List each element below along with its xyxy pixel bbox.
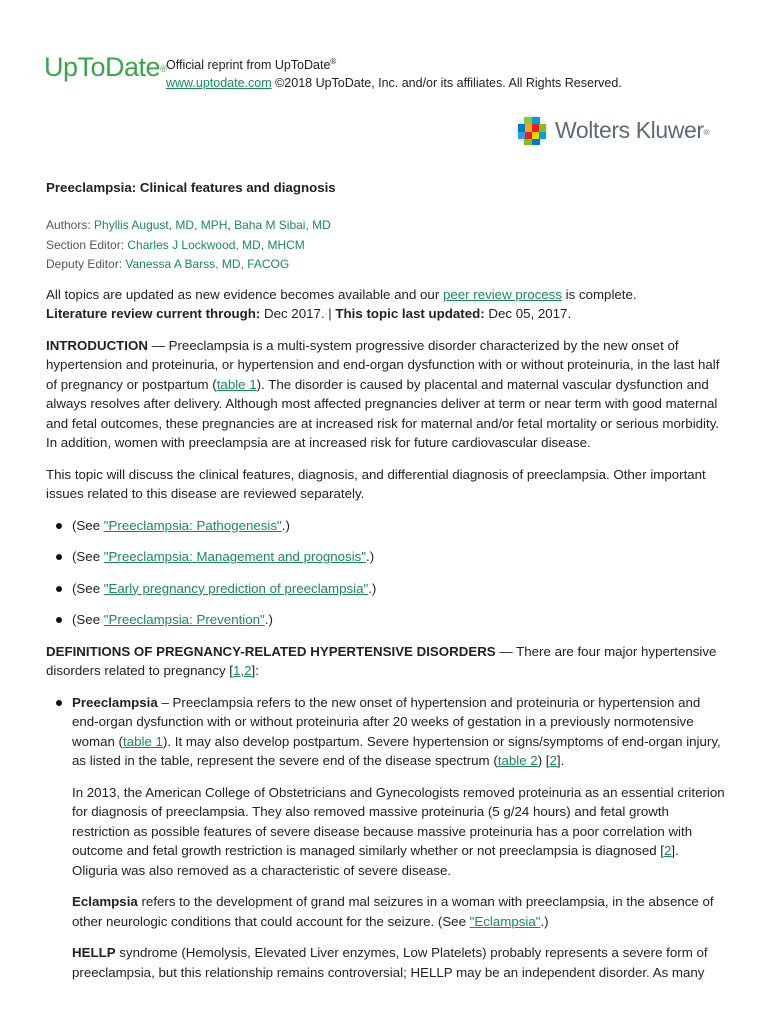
intro-text-cont: ). The disorder is caused by placental and maternal vascular dysfunction and always resolves after delivery. Although most affected pregnancies deliver at term or near term with good maternal and fetal outcomes, these pregnancies are at increased risk for maternal and/or fetal mortality or serious morbidity. In addition, women with preeclampsia are at increased risk for future cardiovascular disease. xyxy=(46,376,720,450)
acog-paragraph xyxy=(46,783,726,881)
see-prefix: (See xyxy=(72,612,104,627)
credit-label: Section Editor: xyxy=(46,237,125,252)
early-prediction-link[interactable]: "Early pregnancy prediction of preeclampsia" xyxy=(103,580,369,596)
eclampsia-term: Eclampsia xyxy=(72,894,138,909)
list-item xyxy=(46,610,726,630)
credit-label: Authors: xyxy=(46,218,91,232)
introduction-paragraph xyxy=(46,336,726,453)
deputy-editor-link[interactable]: Vanessa A Barss, MD, FACOG xyxy=(125,257,290,271)
reprint-registered-mark: ® xyxy=(330,57,337,66)
uptodate-logo xyxy=(44,52,166,82)
publisher-name: Wolters Kluwer xyxy=(555,117,704,144)
logo-registered-mark: ® xyxy=(160,64,167,74)
credit-deputy-editor xyxy=(46,255,726,275)
prevention-link[interactable]: "Preeclampsia: Prevention" xyxy=(103,612,265,627)
update-note xyxy=(46,285,726,324)
definitions-paragraph xyxy=(46,642,726,681)
preeclampsia-text-cont: ). It may also develop postpartum. Severe hypertension or signs/symptoms of end-organ injury, as listed in the table, represent the severe end of the disease spectrum ( xyxy=(72,733,721,768)
eclampsia-paragraph xyxy=(46,892,726,931)
credit-section-editor xyxy=(46,236,726,256)
see-prefix: (See xyxy=(72,517,104,533)
see-also-list xyxy=(46,516,726,630)
see-suffix: .) xyxy=(368,580,377,596)
wolters-kluwer-logo xyxy=(515,114,710,148)
author-link[interactable]: Baha M Sibai, MD xyxy=(234,218,331,232)
last-updated-date: Dec 05, 2017. xyxy=(484,306,572,321)
credit-label: Deputy Editor: xyxy=(46,257,123,271)
author-separator: , xyxy=(227,218,235,232)
see-prefix: (See xyxy=(72,549,104,564)
definitions-text: — There are four major hypertensive disorders related to pregnancy [ xyxy=(46,643,717,678)
pathogenesis-link[interactable]: "Preeclampsia: Pathogenesis" xyxy=(103,517,282,533)
eclampsia-text-end: .) xyxy=(540,913,549,929)
acog-text-end: ]. Oliguria was also removed as a characteristic of severe disease. xyxy=(72,843,679,878)
uptodate-site-link[interactable]: www.uptodate.com xyxy=(166,76,272,91)
reprint-notice xyxy=(166,53,622,92)
hellp-term: HELLP xyxy=(72,945,116,960)
preeclampsia-text: – Preeclampsia refers to the new onset of hypertension and proteinuria or hypertension and end-organ dysfunction with or without proteinuria after 20 weeks of gestation in a previously normotensive woman ( xyxy=(72,694,701,749)
author-link[interactable]: Phyllis August, MD, MPH xyxy=(94,218,228,232)
list-item xyxy=(46,547,726,567)
copyright-text: ©2018 UpToDate, Inc. and/or its affiliates. All Rights Reserved. xyxy=(271,76,622,91)
reference-2-link[interactable]: 2 xyxy=(664,843,672,858)
credit-authors xyxy=(46,216,726,236)
hellp-text: syndrome (Hemolysis, Elevated Liver enzymes, Low Platelets) probably represents a severe form of preeclampsia, but this relationship remains controversial; HELLP may be an independent disorder. As many xyxy=(72,945,708,980)
definitions-list xyxy=(46,693,726,771)
reference-1-2-link[interactable]: 1,2 xyxy=(233,663,252,678)
list-item xyxy=(46,516,726,536)
list-item xyxy=(46,693,726,771)
article-title: Preeclampsia: Clinical features and diagnosis xyxy=(46,180,336,195)
section-editor-link[interactable]: Charles J Lockwood, MD, MHCM xyxy=(127,237,305,252)
peer-review-link[interactable]: peer review process xyxy=(442,286,562,302)
article-credits xyxy=(46,216,726,275)
intro-text: — Preeclampsia is a multi-system progressive disorder characterized by the new onset of hypertension and proteinuria, or hypertension and end-organ dysfunction with or without proteinuria, in the last half of pregnancy or postpartum ( xyxy=(46,337,720,392)
definitions-heading: DEFINITIONS OF PREGNANCY-RELATED HYPERTENSIVE DISORDERS xyxy=(46,643,496,659)
management-prognosis-link[interactable]: "Preeclampsia: Management and prognosis" xyxy=(103,549,367,564)
preeclampsia-term: Preeclampsia xyxy=(72,694,158,710)
update-note-text: All topics are updated as new evidence becomes available and our xyxy=(46,286,443,302)
publisher-registered-mark: ® xyxy=(703,127,710,137)
see-prefix: (See xyxy=(72,580,104,596)
literature-review-date: Dec 2017. | xyxy=(260,306,336,321)
list-item xyxy=(46,579,726,599)
hellp-paragraph xyxy=(46,943,726,982)
definitions-text-end: ]: xyxy=(251,663,259,678)
update-note-text-end: is complete. xyxy=(561,286,637,302)
topic-scope-paragraph: This topic will discuss the clinical features, diagnosis, and differential diagnosis of preeclampsia. Other important issues related to this disease are reviewed separately. xyxy=(46,466,706,501)
preeclampsia-text-cont2: ) [ xyxy=(537,753,550,768)
introduction-heading: INTRODUCTION xyxy=(46,337,148,353)
see-suffix: .) xyxy=(366,549,375,564)
preeclampsia-text-end: ]. xyxy=(556,753,565,768)
reference-2-link[interactable]: 2 xyxy=(549,753,557,768)
eclampsia-text: refers to the development of grand mal seizures in a woman with preeclampsia, in the absence of other neurologic conditions that could account for the seizure. (See xyxy=(72,894,714,929)
see-suffix: .) xyxy=(281,517,290,533)
article-body xyxy=(46,178,726,982)
table-2-link[interactable]: table 2 xyxy=(497,753,538,768)
logo-text: UpToDate xyxy=(44,52,161,82)
reprint-text: Official reprint from UpToDate xyxy=(166,58,331,73)
table-1-link[interactable]: table 1 xyxy=(216,376,257,392)
see-suffix: .) xyxy=(264,612,273,627)
acog-text: In 2013, the American College of Obstetricians and Gynecologists removed proteinuria as an essential criterion for diagnosis of preeclampsia. They also removed massive proteinuria (5 g/24 hours) and fetal growth restriction as possible features of severe disease because massive proteinuria has a poor correlation with outcome and fetal growth restriction is managed similarly whether or not preeclampsia is diagnosed [ xyxy=(72,784,725,858)
eclampsia-link[interactable]: "Eclampsia" xyxy=(469,913,541,929)
table-1-link[interactable]: table 1 xyxy=(123,733,163,749)
wolters-kluwer-mosaic-icon xyxy=(515,114,549,148)
literature-review-label: Literature review current through: xyxy=(46,306,261,321)
last-updated-label: This topic last updated: xyxy=(335,306,485,321)
